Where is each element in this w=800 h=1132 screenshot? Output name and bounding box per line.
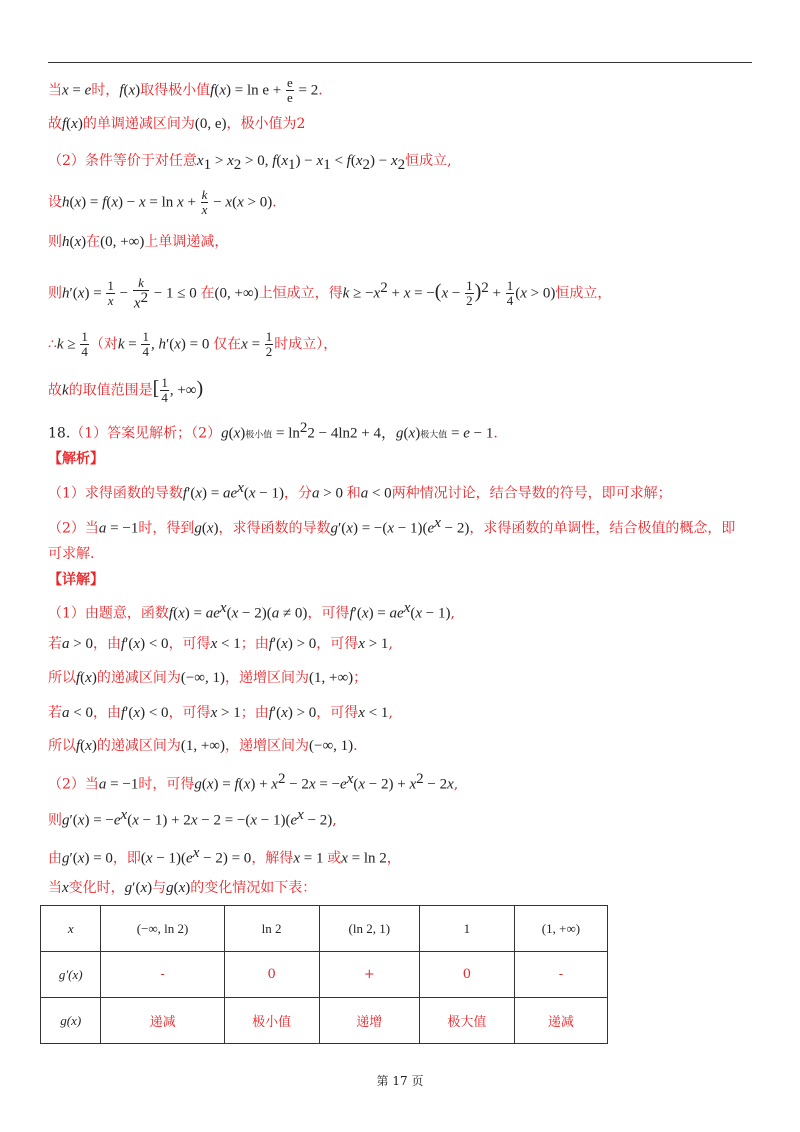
table-cell: 0 [224, 952, 319, 998]
text: 故 [48, 382, 62, 399]
text: ，可得 [168, 705, 211, 721]
text: （2）条件等价于对任意 [48, 153, 197, 169]
line-8: 故k的取值范围是[ $\frac{1}{4}$ , +∞) [48, 375, 204, 405]
text: 恒成立， [555, 285, 612, 302]
table-cell: + [319, 952, 420, 998]
text: ，可得 [316, 636, 359, 652]
line-23: 当x变化时，g′(x)与g(x)的变化情况如下表： [48, 880, 317, 896]
text: ，由 [92, 636, 121, 652]
text: 上恒成立，得 [258, 285, 343, 302]
fraction: $\frac{k}{x}$ [201, 187, 208, 217]
text: ，极小值为 [226, 116, 297, 132]
line-15: （1）由题意，函数$f(x) = ae^x(x - 2)(a \ne 0)$，可得$f'(x) = ae^x(x - 1)$, [48, 600, 455, 622]
text: . [493, 425, 498, 442]
section-heading-analysis: 【解析】 [48, 451, 104, 467]
text: ，求得函数的导数 [218, 520, 331, 537]
table-row-header [41, 906, 608, 952]
text: 仅在 [213, 336, 242, 353]
subscript-max: 极大值 [420, 430, 448, 441]
table-row-function [41, 998, 608, 1044]
text: 所以 [48, 738, 76, 754]
min-value: 2 [296, 116, 306, 132]
text: 两种情况讨论，结合导数的符号，即可求解； [391, 485, 672, 502]
line-3: （2）条件等价于对任意$x_1 > x_2 > 0$, $f(x_1) - x_1 < f(x_2) - x_2$恒成立, [48, 153, 452, 173]
text: 的单调递减区间为 [82, 116, 195, 132]
text: ，可得 [307, 605, 350, 622]
variation-table [40, 905, 608, 1044]
line-4: 设h(x) = f(x) − x = ln x + $\frac{k}{x}$ − x(x > 0). [48, 187, 277, 217]
table-cell: 递增 [319, 998, 420, 1044]
line-9: 18.（1）答案见解析；（2）g(x)极小值 = $\ln^22 - 4\ln 2 + 4$，g(x)极大值 = e − 1. [48, 420, 498, 442]
text: 时，可得 [138, 776, 195, 793]
text: （1）由题意，函数 [48, 605, 169, 622]
text: 的递减区间为 [96, 670, 181, 686]
text: 上单调递减， [144, 234, 229, 250]
text: （1）求得函数的导数 [48, 485, 183, 502]
line-7: ∴k ≥ $\frac{1}{4}$ （对k = $\frac{1}{4}$ , h′(x) = 0 仅在x = $\frac{1}{2}$ 时成立）， [48, 329, 338, 359]
subscript-min: 极小值 [245, 430, 273, 441]
text: （2）当 [48, 776, 99, 793]
line-18: 若a < 0，由f′(x) < 0，可得x > 1；由f′(x) > 0，可得x < 1, [48, 705, 393, 721]
table-cell: 极小值 [224, 998, 319, 1044]
text: 取得极小值 [140, 82, 211, 99]
line-13 [48, 544, 94, 564]
line-12: （2）当a = −1时，得到g(x)，求得函数的导数$g'(x) = -(x - 1)(e^x - 2)$，求得函数的单调性，结合极值的概念，即 [48, 515, 736, 537]
text: ；由 [240, 636, 269, 652]
text: 时，得到 [138, 520, 195, 537]
text: , [450, 605, 455, 622]
table-cell: g′(x) [41, 952, 101, 998]
text: 故 [48, 116, 62, 132]
line-6: 则h′(x) = $\frac{1}{x}$ − $\frac{k}{x^2}$ − 1 ≤ 0 在(0, +∞)上恒成立，得$k \ge -x^2 + x = -(x$ − $\frac{1}{2}$ )$^2$ + $\frac{1}{4}$ (x > 0)恒成立， [48, 275, 612, 312]
text: 在 [200, 285, 215, 302]
text: . [353, 738, 358, 754]
fraction: $\frac{1}{2}$ [466, 278, 473, 309]
text: ，可得 [168, 636, 211, 652]
table-cell: g(x) [41, 998, 101, 1044]
text: 时， [91, 82, 120, 99]
text: ； [353, 670, 368, 686]
text: ，递增区间为 [225, 670, 309, 686]
text: ∴ [48, 336, 57, 353]
fraction: $\frac{1}{x}$ [107, 278, 114, 309]
text: 则 [48, 285, 62, 302]
line-2: 故f(x)的单调递减区间为(0, e)，极小值为2 [48, 116, 306, 132]
text: 在 [86, 234, 101, 250]
text: 的变化情况如下表： [190, 880, 317, 896]
text: 或 [327, 850, 342, 867]
table-cell: 极大值 [420, 998, 515, 1044]
text: 由 [48, 850, 62, 867]
text: ， [386, 850, 401, 867]
text: （1）答案见解析；（2） [70, 425, 222, 442]
line-10 [48, 449, 104, 469]
line-1: 当x = e时，f(x)取得极小值f(x) = ln e + $\frac{e}{e}$ = 2. [48, 75, 323, 105]
text: 则 [48, 812, 62, 829]
fraction: $\frac{1}{4}$ [142, 329, 149, 359]
text: 和 [346, 485, 361, 502]
text: ，由 [92, 705, 121, 721]
table-cell: (ln 2, 1) [319, 906, 420, 952]
line-21: 则$g'(x) = -e^x(x - 1) + 2x - 2 = -(x - 1)(e^x - 2)$, [48, 807, 337, 829]
line-5: 则h(x)在(0, +∞)上单调递减， [48, 234, 229, 250]
table-cell: ln 2 [224, 906, 319, 952]
text: 时成立）， [274, 336, 338, 353]
text: 若 [48, 705, 62, 721]
text: ，求得函数的单调性，结合极值的概念，即 [469, 520, 736, 537]
text: ，可得 [316, 705, 359, 721]
text: , [388, 636, 393, 652]
text: 若 [48, 636, 62, 652]
text: , [453, 776, 459, 793]
fraction: $\frac{1}{4}$ [506, 278, 514, 309]
text: , [332, 812, 337, 829]
table-cell: 递减 [101, 998, 224, 1044]
table-cell: - [514, 952, 607, 998]
text: 恒成立, [405, 153, 452, 169]
text: ，分 [284, 485, 312, 502]
line-16: 若a > 0，由f′(x) < 0，可得x < 1；由f′(x) > 0，可得x > 1, [48, 636, 393, 652]
text: 当 [48, 82, 62, 99]
line-17: 所以f(x)的递减区间为(−∞, 1)，递增区间为(1, +∞)； [48, 670, 368, 686]
header-rule [48, 62, 752, 63]
line-11: （1）求得函数的导数$f'(x) = ae^x(x - 1)$，分a > 0 和a < 0两种情况讨论，结合导数的符号，即可求解； [48, 480, 672, 502]
math: x [62, 82, 69, 99]
fraction: $\frac{1}{2}$ [265, 329, 273, 359]
text: ，解得 [251, 850, 294, 867]
fraction: $\frac{k}{x^2}$ [133, 275, 149, 312]
text: ；由 [240, 705, 269, 721]
text: （2）当 [48, 520, 99, 537]
text: . [272, 194, 277, 211]
line-20: （2）当a = −1时，可得$g(x) = f(x) + x^2 - 2x = -e^x(x - 2) + x^2 - 2x$, [48, 771, 459, 793]
question-number: 18. [48, 425, 71, 442]
text: （对 [89, 336, 118, 353]
text: ，即 [112, 850, 141, 867]
text: 则 [48, 234, 62, 250]
table-cell: (−∞, ln 2) [101, 906, 224, 952]
text: 所以 [48, 670, 76, 686]
text: 的取值范围是 [68, 382, 153, 399]
line-14 [48, 570, 104, 590]
fraction: $\frac{1}{4}$ [81, 329, 88, 359]
text: 设 [48, 194, 62, 211]
text: ，递增区间为 [225, 738, 309, 754]
text: 与 [152, 880, 167, 896]
text: . [318, 82, 323, 99]
table-cell: (1, +∞) [514, 906, 607, 952]
fraction: $\frac{e}{e}$ [287, 75, 293, 105]
page-number: 第 17 页 [376, 1074, 424, 1088]
line-19: 所以f(x)的递减区间为(1, +∞)，递增区间为(−∞, 1). [48, 738, 358, 754]
table-cell: 递减 [514, 998, 607, 1044]
line-22: 由g′(x) = 0，即$(x - 1)(e^x - 2) = 0$，解得x = 1 或x = ln 2， [48, 845, 401, 867]
table-cell: - [101, 952, 224, 998]
section-heading-detail: 【详解】 [48, 572, 104, 588]
fraction: $\frac{1}{4}$ [161, 375, 168, 405]
table-cell: 0 [420, 952, 515, 998]
table-cell: x [41, 906, 101, 952]
table-row-derivative [41, 952, 608, 998]
text: 的递减区间为 [96, 738, 181, 754]
text: 可求解. [48, 546, 95, 562]
table-cell: 1 [420, 906, 515, 952]
text: 变化时， [68, 880, 125, 896]
text: 当 [48, 880, 62, 896]
text: , [388, 705, 393, 721]
